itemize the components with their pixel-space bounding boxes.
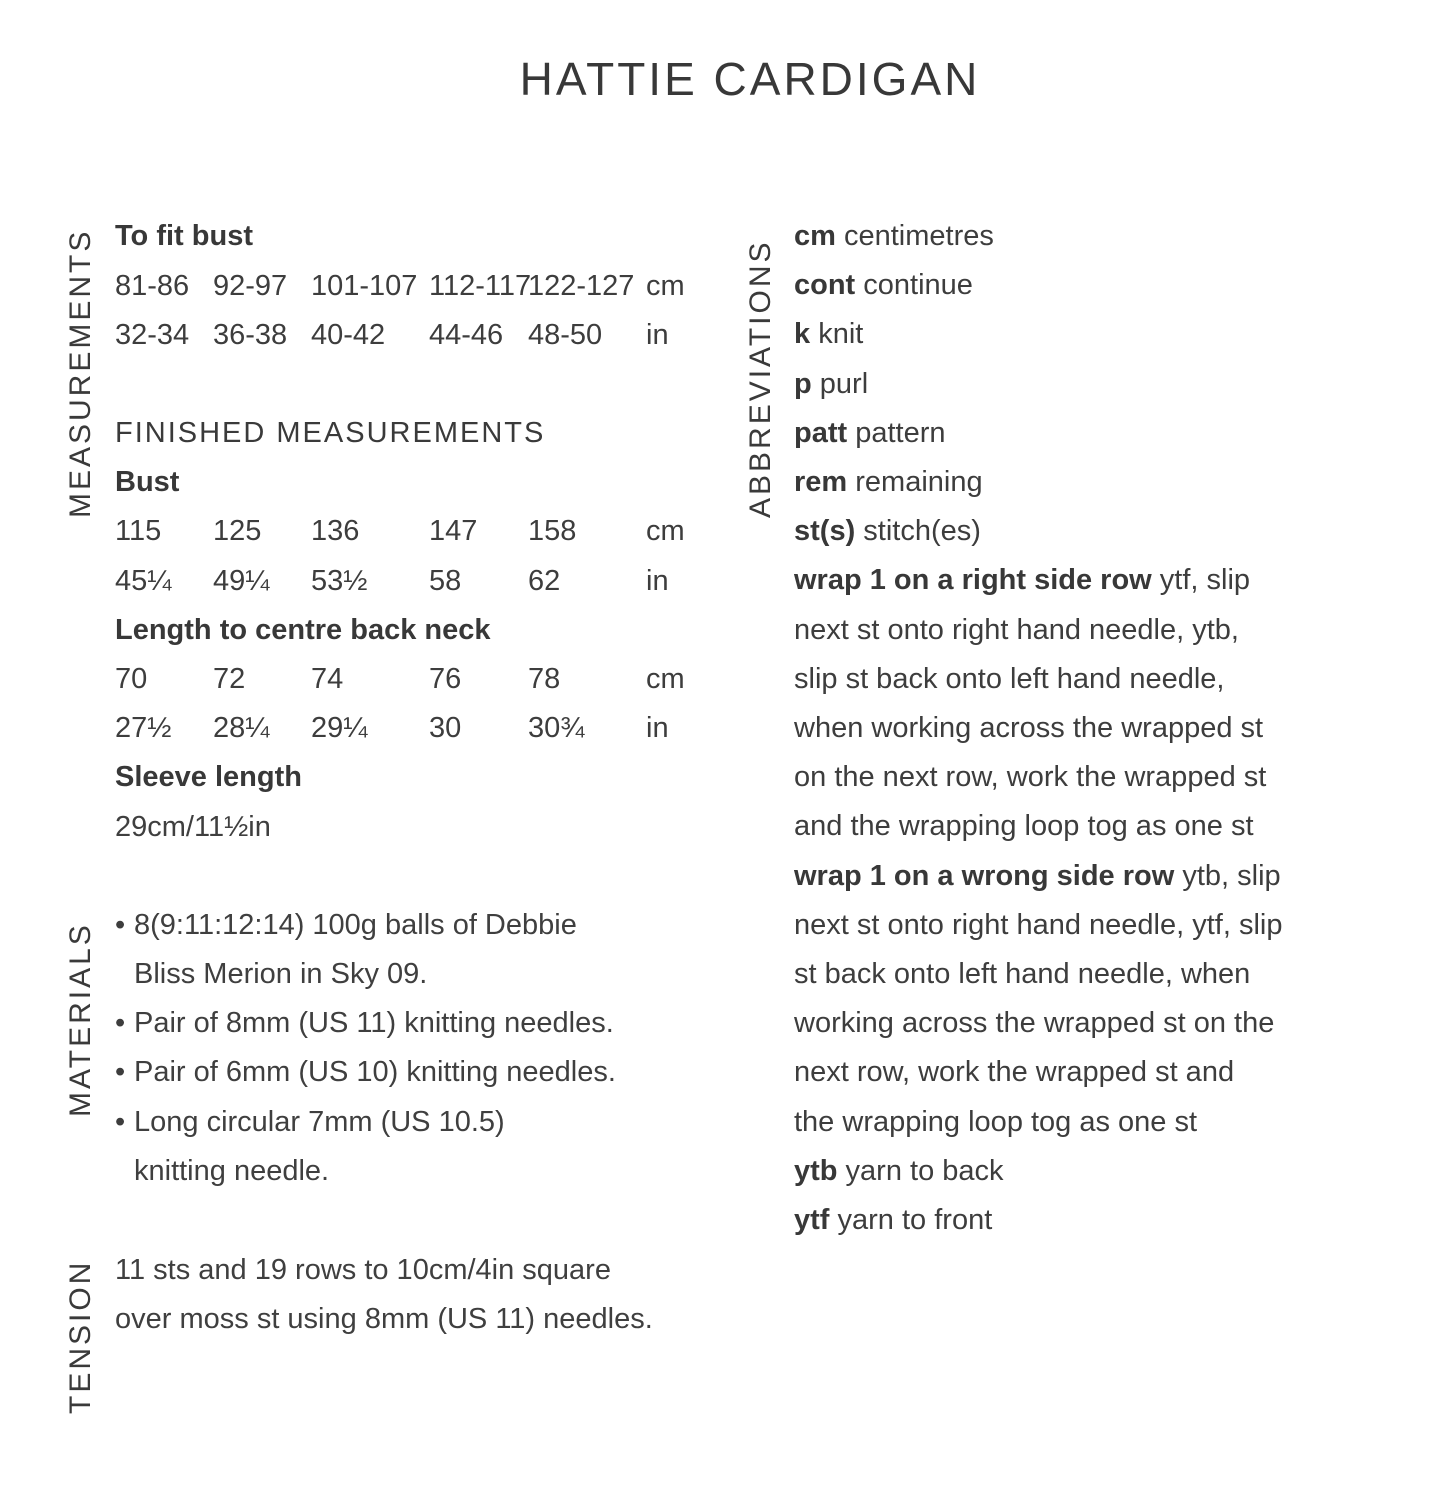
table-cell: 136 — [311, 515, 360, 547]
abbreviation-line — [794, 999, 1274, 1048]
abbreviation-definition: slip st back onto left hand needle, — [794, 662, 1225, 695]
abbreviation-definition: yarn to front — [829, 1204, 993, 1236]
abbreviation-definition: ytb, slip — [1174, 859, 1281, 892]
abbreviation-line — [794, 901, 1282, 950]
abbreviation-line — [794, 704, 1263, 753]
abbreviation-line — [794, 360, 868, 409]
abbreviation-definition: next st onto right hand needle, ytf, slip — [794, 908, 1283, 941]
table-cell: 53½ — [311, 565, 368, 597]
materials-text: 8(9:11:12:14) 100g balls of Debbie — [134, 909, 577, 941]
abbreviation-definition: ytf, slip — [1151, 564, 1251, 597]
abbreviation-definition: when working across the wrapped st — [794, 712, 1264, 744]
table-cell: 62 — [528, 565, 561, 597]
to-fit-bust-heading: To fit bust — [115, 220, 253, 252]
table-cell: 27½ — [115, 712, 172, 744]
table-cell: 32-34 — [115, 319, 190, 351]
table-cell: 72 — [213, 663, 246, 695]
abbreviation-line — [794, 556, 1250, 605]
table-cell: 147 — [429, 515, 478, 547]
abbreviation-term: wrap 1 on a right side row — [794, 564, 1152, 597]
table-cell: 115 — [115, 515, 162, 547]
abbreviation-definition: knit — [810, 318, 864, 351]
materials-item: • — [115, 1106, 126, 1138]
bust-heading: Bust — [115, 466, 180, 498]
table-cell: cm — [646, 663, 685, 695]
abbreviation-definition: on the next row, work the wrapped st — [794, 761, 1267, 794]
materials-text: Pair of 8mm (US 11) knitting needles. — [134, 1007, 614, 1039]
materials-text: Bliss Merion in Sky 09. — [134, 958, 428, 990]
table-cell: cm — [646, 515, 685, 547]
abbreviation-definition: working across the wrapped st on the — [794, 1007, 1275, 1040]
abbreviation-term: p — [794, 367, 812, 400]
abbreviation-line — [794, 753, 1266, 802]
abbreviation-line — [794, 310, 863, 359]
abbreviation-term: cont — [794, 269, 856, 302]
abbreviation-term: k — [794, 318, 811, 351]
tension-section-label: TENSION — [64, 1259, 97, 1414]
abbreviation-definition: purl — [811, 367, 869, 400]
abbreviation-definition: and the wrapping loop tog as one st — [794, 810, 1254, 843]
materials-item: • — [115, 1056, 126, 1088]
abbreviation-term: st(s) — [794, 515, 856, 548]
table-cell: in — [646, 712, 669, 744]
abbreviation-definition: the wrapping loop tog as one st — [794, 1105, 1198, 1138]
table-cell: 101-107 — [311, 270, 418, 302]
abbreviation-definition: next row, work the wrapped st and — [794, 1056, 1235, 1089]
table-cell: 158 — [528, 515, 577, 547]
table-cell: 40-42 — [311, 319, 386, 351]
sleeve-length-value: 29cm/11½in — [115, 811, 271, 843]
abbreviation-term: ytf — [794, 1204, 830, 1236]
table-cell: 30 — [429, 712, 462, 744]
materials-item: • — [115, 1007, 126, 1039]
abbreviation-term: ytb — [794, 1154, 838, 1187]
table-cell: 58 — [429, 565, 462, 597]
abbreviation-line — [794, 1147, 1004, 1196]
tension-text: 11 sts and 19 rows to 10cm/4in square — [115, 1254, 611, 1286]
abbreviation-line — [794, 212, 994, 261]
abbreviation-line — [794, 950, 1250, 999]
abbreviation-definition: pattern — [847, 416, 946, 449]
abbreviation-definition: next st onto right hand needle, ytb, — [794, 613, 1239, 646]
abbreviation-definition: continue — [855, 269, 973, 302]
table-cell: 70 — [115, 663, 148, 695]
table-cell: 78 — [528, 663, 561, 695]
abbreviation-line — [794, 802, 1254, 851]
abbreviation-definition: remaining — [847, 466, 983, 498]
abbreviation-term: patt — [794, 416, 848, 449]
abbreviation-definition: yarn to back — [837, 1154, 1004, 1187]
table-cell: cm — [646, 270, 685, 302]
abbreviation-definition: stitch(es) — [855, 515, 981, 548]
abbreviation-line — [794, 507, 981, 556]
abbreviation-definition: centimetres — [835, 220, 994, 252]
abbreviation-line — [794, 1048, 1234, 1097]
abbreviations-section-label: ABBREVIATIONS — [744, 239, 777, 518]
page-title: HATTIE CARDIGAN — [519, 53, 981, 105]
abbreviation-line — [794, 1098, 1197, 1147]
table-cell: 29¼ — [311, 712, 368, 744]
abbreviation-term: wrap 1 on a wrong side row — [794, 859, 1175, 892]
table-cell: 74 — [311, 663, 344, 695]
abbreviation-line — [794, 458, 983, 507]
table-cell: 81-86 — [115, 270, 190, 302]
table-cell: 122-127 — [528, 270, 635, 302]
materials-text: knitting needle. — [134, 1155, 330, 1187]
abbreviation-line — [794, 655, 1224, 704]
materials-text: Long circular 7mm (US 10.5) — [134, 1106, 505, 1138]
table-cell: 28¼ — [213, 712, 270, 744]
table-cell: in — [646, 319, 669, 351]
table-cell: 30¾ — [528, 712, 585, 744]
abbreviation-line — [794, 606, 1239, 655]
table-cell: 44-46 — [429, 319, 504, 351]
abbreviation-line — [794, 1196, 992, 1245]
table-cell: 125 — [213, 515, 262, 547]
measurements-section-label: MEASUREMENTS — [64, 228, 97, 518]
length-heading: Length to centre back neck — [115, 614, 491, 646]
abbreviation-definition: st back onto left hand needle, when — [794, 958, 1251, 990]
table-cell: 112-117 — [429, 270, 532, 302]
materials-item: • — [115, 909, 126, 941]
abbreviation-term: rem — [794, 466, 848, 498]
materials-section-label: MATERIALS — [64, 922, 97, 1117]
abbreviation-line — [794, 409, 946, 458]
table-cell: 45¼ — [115, 565, 172, 597]
sleeve-length-heading: Sleeve length — [115, 761, 302, 793]
table-cell: 76 — [429, 663, 462, 695]
table-cell: in — [646, 565, 669, 597]
tension-text: over moss st using 8mm (US 11) needles. — [115, 1303, 653, 1335]
table-cell: 92-97 — [213, 270, 288, 302]
table-cell: 36-38 — [213, 319, 288, 351]
abbreviation-line — [794, 261, 973, 310]
table-cell: 48-50 — [528, 319, 603, 351]
materials-text: Pair of 6mm (US 10) knitting needles. — [134, 1056, 616, 1088]
abbreviation-line — [794, 852, 1281, 901]
finished-measurements-heading: FINISHED MEASUREMENTS — [115, 417, 546, 449]
abbreviation-term: cm — [794, 220, 836, 252]
table-cell: 49¼ — [213, 565, 270, 597]
